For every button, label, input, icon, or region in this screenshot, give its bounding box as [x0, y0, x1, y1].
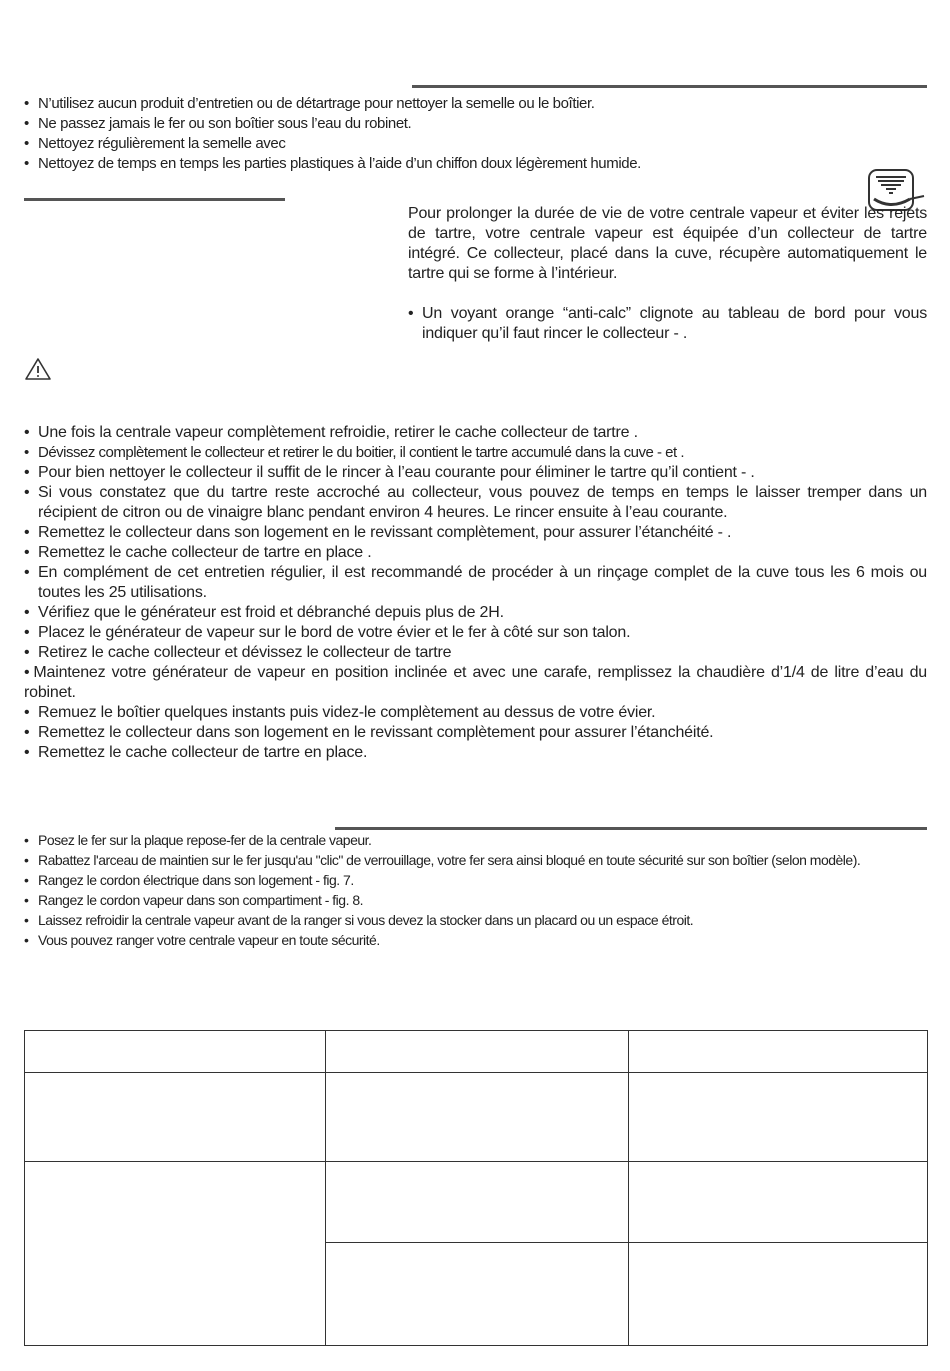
list-item: • Rangez le cordon vapeur dans son compartiment - fig. 8.	[24, 890, 929, 910]
list-item: • Placez le générateur de vapeur sur le bord de votre évier et le fer à côté sur son talon.	[24, 623, 927, 643]
section-rule	[24, 198, 285, 201]
list-item: • Ne passez jamais le fer ou son boîtier sous l’eau du robinet.	[24, 114, 784, 134]
anticalc-intro: Pour prolonger la durée de vie de votre centrale vapeur et éviter les rejets de tartre, votre centrale vapeur est équipée d’un collecteur de tartre intégré. Ce collecteur, placé dans la cuve, récupère automatiquement le tartre qui se forme à l’intérieur.	[408, 205, 927, 282]
list-item: • Un voyant orange “anti-calc” clignote au tableau de bord pour vous indiquer qu’il faut rincer le collecteur - .	[408, 304, 927, 344]
list-item: • N’utilisez aucun produit d’entretien ou de détartrage pour nettoyer la semelle ou le boîtier.	[24, 94, 784, 114]
list-item: • Remettez le collecteur dans son logement en le revissant complètement, pour assurer l’étanchéité - .	[24, 523, 927, 543]
table-row	[25, 1162, 928, 1243]
troubleshooting-table	[24, 1030, 928, 1346]
list-item: • Nettoyez de temps en temps les parties plastiques à l’aide d’un chiffon doux légèrement humide.	[24, 154, 784, 174]
list-item: • Maintenez votre générateur de vapeur en position inclinée et avec une carafe, remplissez la chaudière d’1/4 de litre d’eau du robinet.	[24, 663, 927, 703]
storage-list	[24, 830, 929, 950]
list-item: • Si vous constatez que du tartre reste accroché au collecteur, vous pouvez de temps en temps le laisser tremper dans un récipient de citron ou de vinaigre blanc pendant environ 4 heures. Le rincer ensuite à l’eau courante.	[24, 483, 927, 523]
list-item: • Remuez le boîtier quelques instants puis videz-le complètement au dessus de votre évier.	[24, 703, 927, 723]
list-item: • Vous pouvez ranger votre centrale vapeur en toute sécurité.	[24, 930, 929, 950]
list-item: • Nettoyez régulièrement la semelle avec	[24, 134, 784, 154]
list-item: • En complément de cet entretien régulier, il est recommandé de procéder à un rinçage complet de la cuve tous les 6 mois ou toutes les 25 utilisations.	[24, 563, 927, 603]
section-rule	[412, 85, 927, 88]
list-item: • Pour bien nettoyer le collecteur il suffit de le rincer à l’eau courante pour éliminer le tartre qu’il contient - .	[24, 463, 927, 483]
list-item: • Laissez refroidir la centrale vapeur avant de la ranger si vous devez la stocker dans un placard ou un espace étroit.	[24, 910, 929, 930]
table-row	[25, 1073, 928, 1162]
list-item: • Remettez le collecteur dans son logement en le revissant complètement pour assurer l’étanchéité.	[24, 723, 927, 743]
anticalc-text	[408, 204, 927, 344]
list-item: • Rabattez l'arceau de maintien sur le fer jusqu'au "clic" de verrouillage, votre fer sera ainsi bloqué en toute sécurité sur son boîtier (selon modèle).	[24, 850, 929, 870]
list-item: • Rangez le cordon électrique dans son logement - fig. 7.	[24, 870, 929, 890]
list-item: • Retirez le cache collecteur et dévissez le collecteur de tartre	[24, 643, 927, 663]
list-item: • Dévissez complètement le collecteur et retirer le du boitier, il contient le tartre accumulé dans la cuve - et .	[24, 443, 927, 463]
warning-icon	[24, 357, 52, 381]
cleaning-list	[24, 94, 784, 174]
list-item: • Remettez le cache collecteur de tartre en place .	[24, 543, 927, 563]
descaling-steps	[24, 423, 927, 763]
table-row	[25, 1031, 928, 1073]
list-item: • Vérifiez que le générateur est froid et débranché depuis plus de 2H.	[24, 603, 927, 623]
list-item: • Une fois la centrale vapeur complètement refroidie, retirer le cache collecteur de tartre .	[24, 423, 927, 443]
list-item: • Posez le fer sur la plaque repose-fer de la centrale vapeur.	[24, 830, 929, 850]
list-item: • Remettez le cache collecteur de tartre en place.	[24, 743, 927, 763]
